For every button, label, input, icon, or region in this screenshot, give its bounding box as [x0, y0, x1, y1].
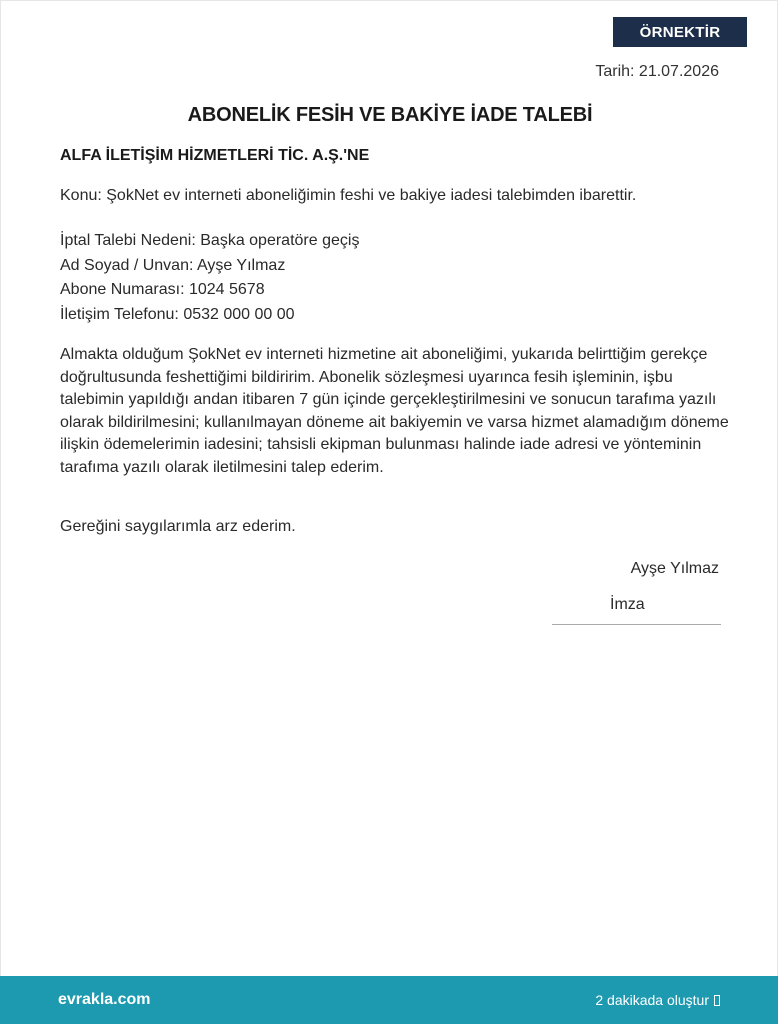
create-cta-link[interactable]	[595, 992, 720, 1008]
recipient-heading: ALFA İLETİŞİM HİZMETLERİ TİC. A.Ş.'NE	[60, 147, 370, 164]
cancel-reason: İptal Talebi Nedeni: Başka operatöre geçiş	[60, 232, 360, 249]
closing-line: Gereğini saygılarımla arz ederim.	[60, 518, 296, 535]
subscriber-name: Ad Soyad / Unvan: Ayşe Yılmaz	[60, 256, 286, 274]
document-date: Tarih: 21.07.2026	[595, 63, 719, 80]
document-title: ABONELİK FESİH VE BAKİYE İADE TALEBİ	[187, 104, 593, 126]
signer-name: Ayşe Yılmaz	[630, 560, 719, 577]
external-link-icon	[714, 995, 720, 1006]
sample-badge: ÖRNEKTİR	[613, 17, 747, 47]
footer-bar	[0, 976, 778, 1024]
contact-phone: İletişim Telefonu: 0532 000 00 00	[60, 305, 295, 323]
letter-body: Almakta olduğum ŞokNet ev interneti hizmetine ait aboneliğimi, yukarıda belirttiğim gerekçe doğrultusunda feshettiğimi bildiririm. Abonelik sözleşmesi uyarınca fesih işleminin, işbu talebimin yapıldığı andan itibaren 7 gün içinde gerçekleştirilmesini ve sonucun tarafıma yazılı olarak bildirilmesini; kullanılmayan döneme ait bakiyemin ve varsa hizmet alamadığım döneme ilişkin ödemelerimin iadesini; tahsisli ekipman bulunması halinde iade adresi ve yönteminin tarafıma yazılı olarak iletilmesini talep ederim.	[60, 346, 729, 476]
subscriber-info	[60, 229, 359, 327]
brand-link[interactable]: evrakla.com	[58, 991, 151, 1008]
subject-line: Konu: ŞokNet ev interneti aboneliğimin feshi ve bakiye iadesi talebimden ibarettir.	[60, 187, 637, 204]
signature-label: İmza	[610, 596, 645, 613]
signature-line	[552, 624, 721, 625]
cta-label: 2 dakikada oluştur	[595, 992, 709, 1008]
subscriber-number: Abone Numarası: 1024 5678	[60, 281, 265, 298]
